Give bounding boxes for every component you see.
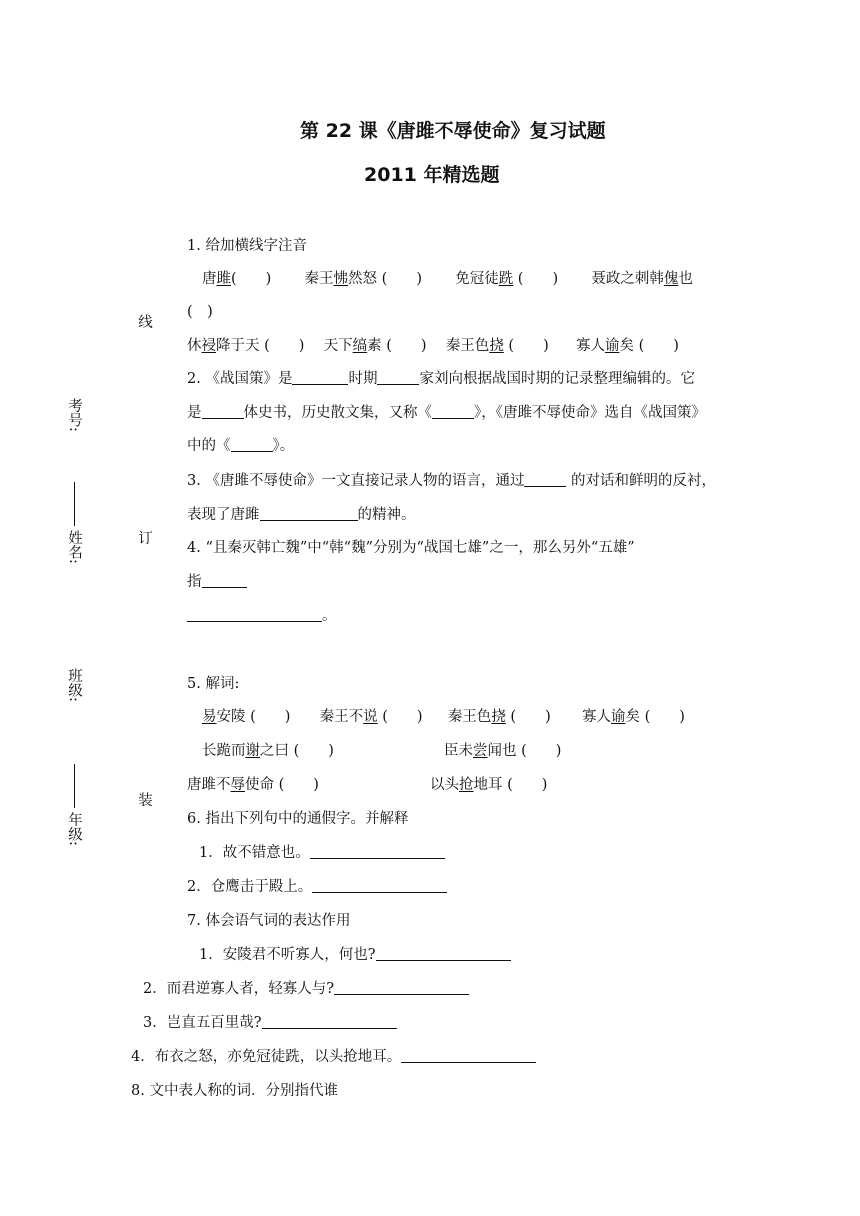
q4-blank-1[interactable] (202, 573, 247, 588)
q6-blank-2[interactable] (312, 878, 447, 893)
q7-s4: 4．布衣之怒，亦免冠徒跣，以头抢地耳。 (131, 1047, 536, 1067)
margin-banji (64, 668, 85, 702)
margin-xian: 线 (136, 314, 152, 329)
q2-blank-school[interactable] (377, 370, 419, 385)
q1-u-xian: 跣 (498, 271, 514, 287)
q1-u-gui: 傀 (663, 271, 679, 287)
q1-u-nao: 挠 (489, 338, 504, 354)
q6-label: 6. 指出下列句中的通假字。并解释 (187, 811, 409, 827)
nianji-rule (74, 764, 75, 808)
q3-line2: 表现了唐雎 的精神。 (187, 507, 416, 523)
q5-u-ru: 辱 (230, 777, 245, 793)
q1-u-ju: 雎 (216, 271, 231, 287)
margin-xingming (64, 478, 85, 564)
q7-s3: 3．岂直五百里哉? (143, 1013, 397, 1033)
q2-line3: 中的《 》。 (187, 438, 295, 454)
q5-u-nao: 挠 (491, 709, 506, 725)
q7-s1: 1．安陵君不听寡人，何也? (199, 945, 511, 965)
q1-u-gao: 缟 (352, 338, 368, 354)
q1-u-fu: 怫 (333, 271, 349, 287)
q2-blank-alias[interactable] (432, 404, 474, 419)
q7-blank-3[interactable] (262, 1014, 397, 1029)
margin-kaohao (64, 398, 85, 432)
q5-row2-b: 臣未尝闻也 ( ) (444, 743, 562, 759)
q1-wrap: ( ) (187, 304, 213, 320)
q7-s2: 2．而君逆寡人者，轻寡人与? (143, 979, 469, 999)
q5-row3-b: 以头抢地耳 ( ) (430, 777, 548, 793)
q6-s2: 2．仓鹰击于殿上。 (187, 877, 447, 897)
q1-row1: 唐雎( ) 秦王怫然怒 ( ) 免冠徒跣 ( ) 聂政之刺韩傀也 (202, 271, 693, 287)
q8-label: 8. 文中表人称的词．分别指代谁 (131, 1083, 338, 1099)
page-subtitle: 2011 年精选题 (364, 164, 500, 186)
q5-row1: 易安陵 ( ) 秦王不说 ( ) 秦王色挠 ( ) 寡人谕矣 ( ) (202, 709, 685, 725)
margin-zhuang: 装 (136, 792, 152, 807)
q5-u-yu: 谕 (610, 709, 626, 725)
q7-label: 7. 体会语气词的表达作用 (187, 913, 351, 929)
q7-blank-4[interactable] (401, 1048, 536, 1063)
q3-blank-dialogue[interactable] (524, 472, 566, 487)
q1-label: 1. 给加横线字注音 (187, 238, 307, 254)
xingming-rule (74, 482, 75, 526)
q3-line1: 3. 《唐雎不辱使命》一文直接记录人物的语言，通过 的对话和鲜明的反衬， (187, 473, 717, 489)
banji-label: 班级: (66, 668, 82, 702)
margin-nianji (64, 760, 85, 846)
q3-blank-spirit[interactable] (260, 506, 358, 521)
q1-u-yu: 谕 (604, 338, 620, 354)
q1-row2: 休祲降于天 ( ) 天下缟素 ( ) 秦王色挠 ( ) 寡人谕矣 ( ) (187, 338, 679, 354)
q5-u-qiang: 抢 (459, 777, 474, 793)
q7-blank-1[interactable] (376, 946, 511, 961)
q5-label: 5. 解词: (187, 676, 240, 692)
q6-blank-1[interactable] (310, 844, 445, 859)
margin-ding: 订 (136, 530, 152, 545)
xingming-label: 姓名: (66, 530, 82, 564)
q5-u-yue: 说 (363, 709, 378, 725)
q5-row2-a: 长跪而谢之曰 ( ) (202, 743, 334, 759)
q2-blank-chapter[interactable] (231, 437, 273, 452)
q2-blank-type[interactable] (202, 404, 244, 419)
kaohao-label: 考号: (66, 398, 82, 432)
q4-blank-2[interactable] (187, 607, 322, 622)
q4-line1: 4. “且秦灭韩亡魏”中“韩“魏”分别为“战国七雄”之一，那么另外“五雄” (187, 540, 635, 556)
q5-u-chang: 尝 (473, 743, 488, 759)
q1-u-jin: 祲 (201, 338, 216, 354)
q5-row3-a: 唐雎不辱使命 ( ) (187, 777, 319, 793)
q5-u-xie: 谢 (245, 743, 260, 759)
q7-blank-2[interactable] (334, 980, 469, 995)
q2-line2: 是 体史书，历史散文集，又称《 》，《唐雎不辱使命》选自《战国策》 (187, 405, 706, 421)
page-title: 第 22 课《唐雎不辱使命》复习试题 (300, 120, 606, 142)
q4-line2: 指 (187, 572, 247, 592)
nianji-label: 年级: (66, 812, 82, 846)
q5-u-yi: 易 (202, 709, 217, 725)
q6-s1: 1．故不错意也。 (199, 843, 445, 863)
q2-line1: 2. 《战国策》是 时期 家刘向根据战国时期的记录整理编辑的。它 (187, 371, 695, 387)
q2-blank-era[interactable] (292, 370, 348, 385)
q4-line3: 。 (187, 606, 337, 626)
